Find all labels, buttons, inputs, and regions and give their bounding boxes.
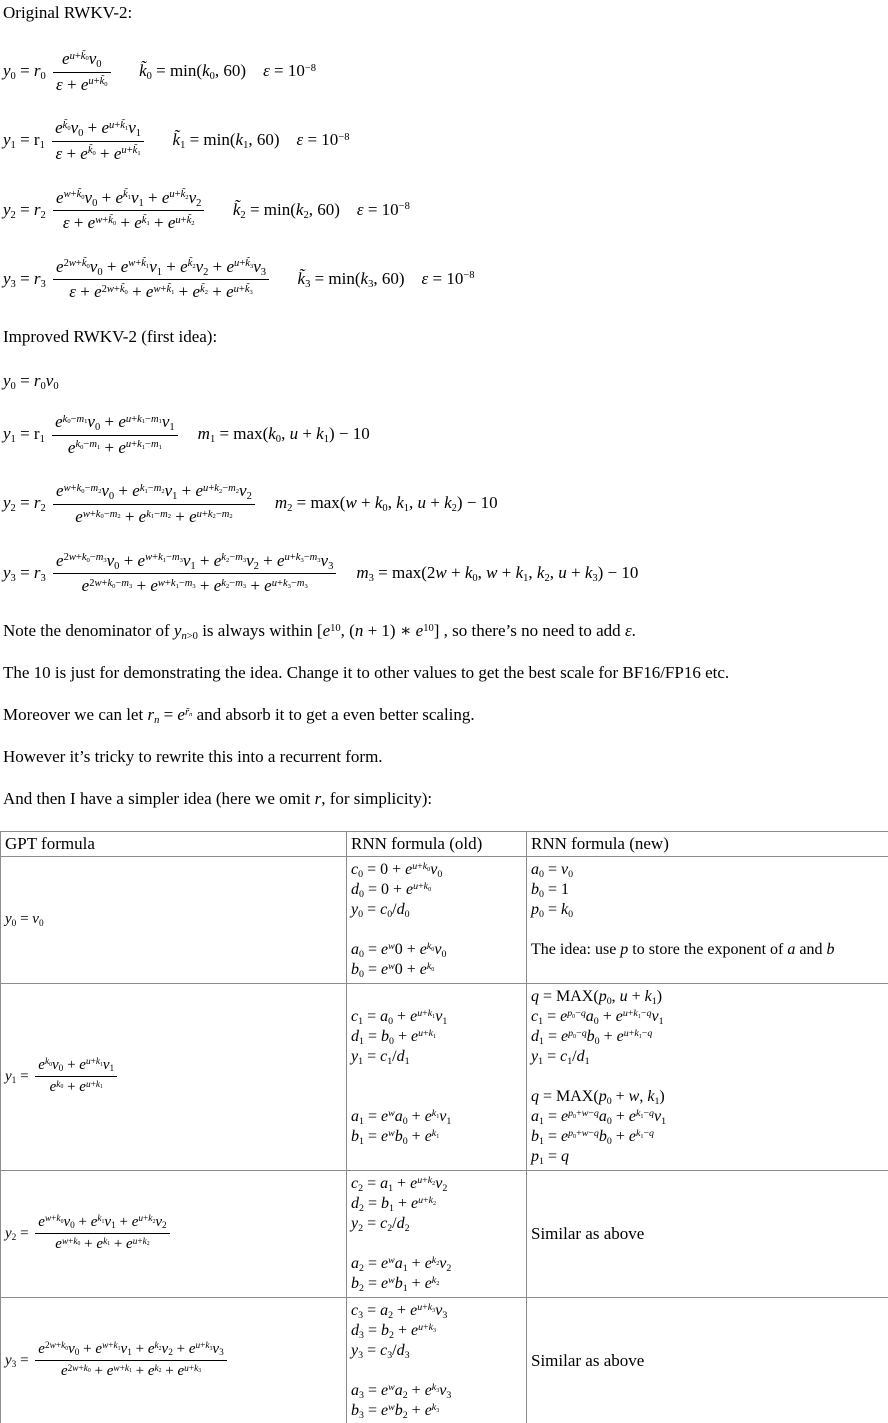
rnn-new-cell: $q = MAX(p_0$, $u + k_1$) $c_1 = e^{p_0-q}a_0 + e^{u+k_1-q}v_1$ $d_1 = e^{p_0-q}b_0 + e^{u+k_1-q}$ $y_1 = c_1/d_1$ $q = MAX(p_0 + w$, $k_1$) $a_1 = e^{p_0+w-q}a_0 + e^{k_1-q}v_1$ $b_1 = e^{p_0+w-q}b_0 + e^{k_1-q}$ $p_1 = q$ (527, 983, 888, 1170)
table-body (1, 856, 888, 1423)
note-paragraph: Moreover we can let $r_n = e^{r̃_n}$ and absorb it to get a even better scaling. (3, 704, 475, 726)
rnn-new-cell: $a_0 = v_0$ $b_0 = 1$ $p_0 = k_0$ The idea: use p to store the exponent of a and b (527, 856, 888, 983)
original-formulas (0, 47, 888, 305)
table-row (1, 1170, 888, 1297)
section-heading-original: Original RWKV-2: (3, 3, 133, 22)
rnn-old-cell: $c_3 = a_2 + e^{u+k_3}v_3$ $d_3 = b_2 + e^{u+k_3}$ $y_3 = c_3/d_3$ $a_3 = e^wa_2 + e^{k_3}v_3$ $b_3 = e^wb_2 + e^{k_3}$ (347, 1297, 527, 1423)
table-header-row (1, 831, 888, 856)
note-paragraph: The 10 is just for demonstrating the idea. Change it to other values to get the best scale for BF16/FP16 etc. (3, 662, 730, 682)
formula-line: $y_3 = r_3$ $\frac{e^{2w+k̃_0}v_0 + e^{w+k̃_1}v_1 + e^{k̃_2}v_2 + e^{u+k̃_3}v_3}{\varepsilon + e^{2w+k̃_0} + e^{w+k̃_1} + e^{k̃_2} + e^{u+k̃_3}}$ $k̃_3 = \min(k_3$, 60) $\varepsilon = 10^{-8}$ (0, 255, 888, 305)
formula-line: $y_1 = r_1$ $\frac{e^{k̃_0}v_0 + e^{u+k̃_1}v_1}{\varepsilon + e^{k̃_0} + e^{u+k̃_1}}$ $k̃_1 = \min(k_1$, 60) $\varepsilon = 10^{-8}$ (0, 116, 888, 166)
gpt-formula-cell: $y_2$ = $\frac{e^{w+k_0}v_0 + e^{k_1}v_1 + e^{u+k_2}v_2}{e^{w+k_0} + e^{k_1} + e^{u+k_2}}$ (1, 1170, 347, 1297)
formula-line: $y_0 = r_0$ $\frac{e^{u+k̃_0}v_0}{\varepsilon + e^{u+k̃_0}}$ $k̃_0 = \min(k_0$, 60) $\varepsilon = 10^{-8}$ (0, 47, 888, 97)
note-paragraph: And then I have a simpler idea (here we omit r, for simplicity): (3, 788, 433, 808)
table-row (1, 983, 888, 1170)
rnn-new-cell: Similar as above (527, 1170, 888, 1297)
gpt-formula-cell: $y_3$ = $\frac{e^{2w+k_0}v_0 + e^{w+k_1}v_1 + e^{k_2}v_2 + e^{u+k_3}v_3}{e^{2w+k_0} + e^{w+k_1} + e^{k_2} + e^{u+k_3}}$ (1, 1297, 347, 1423)
formula-line: $y_3 = r_3$ $\frac{e^{2w+k_0-m_3}v_0 + e^{w+k_1-m_3}v_1 + e^{k_2-m_3}v_2 + e^{u+k_3-m_3}v_3}{e^{2w+k_0-m_3} + e^{w+k_1-m_3} + e^{k_2-m_3} + e^{u+k_3-m_3}}$ $m_3 = \max(2w + k_0$, $w + k_1$, $k_2$, $u + k_3) - 10$ (0, 549, 888, 599)
table-row (1, 1297, 888, 1423)
rnn-new-cell: Similar as above (527, 1297, 888, 1423)
table-row (1, 856, 888, 983)
formula-line: $y_2 = r_2$ $\frac{e^{w+k_0-m_2}v_0 + e^{k_1-m_2}v_1 + e^{u+k_2-m_2}v_2}{e^{w+k_0-m_2} + e^{k_1-m_2} + e^{u+k_2-m_2}}$ $m_2 = \max(w + k_0$, $k_1$, $u + k_2) - 10$ (0, 479, 888, 529)
formula-line: $y_1 = r_1$ $\frac{e^{k_0-m_1}v_0 + e^{u+k_1-m_1}v_1}{e^{k_0-m_1} + e^{u+k_1-m_1}}$ $m_1 = \max(k_0$, $u + k_1) - 10$ (0, 410, 888, 460)
formula-line: $y_0 = r_0v_0$ (3, 371, 59, 393)
gpt-formula-cell: $y_0 = v_0$ (1, 856, 347, 983)
section-heading-improved: Improved RWKV-2 (first idea): (3, 327, 218, 347)
gpt-formula-cell: $y_1$ = $\frac{e^{k_0}v_0 + e^{u+k_1}v_1}{e^{k_0} + e^{u+k_1}}$ (1, 983, 347, 1170)
notes (0, 621, 888, 809)
formula-line: $y_2 = r_2$ $\frac{e^{w+k̃_0}v_0 + e^{k̃_1}v_1 + e^{u+k̃_2}v_2}{\varepsilon + e^{w+k̃_0} + e^{k̃_1} + e^{u+k̃_2}}$ $k̃_2 = \min(k_2$, 60) $\varepsilon = 10^{-8}$ (0, 186, 888, 236)
column-header: GPT formula (1, 831, 347, 856)
column-header: RNN formula (old) (347, 831, 527, 856)
column-header: RNN formula (new) (527, 831, 888, 856)
note-paragraph: Note the denominator of $y_{n>0}$ is always within [$e^{10}$, (n + 1) ∗ $e^{10}$] , so there’s no need to add ε. (3, 620, 636, 642)
note-paragraph: However it’s tricky to rewrite this into a recurrent form. (3, 746, 383, 766)
rnn-old-cell: $c_0 = 0 + e^{u+k_0}v_0$ $d_0 = 0 + e^{u+k_0}$ $y_0 = c_0/d_0$ $a_0 = e^w0 + e^{k_0}v_0$ $b_0 = e^w0 + e^{k_0}$ (347, 856, 527, 983)
rnn-old-cell: $c_2 = a_1 + e^{u+k_2}v_2$ $d_2 = b_1 + e^{u+k_2}$ $y_2 = c_2/d_2$ $a_2 = e^wa_1 + e^{k_2}v_2$ $b_2 = e^wb_1 + e^{k_2}$ (347, 1170, 527, 1297)
rnn-old-cell: $c_1 = a_0 + e^{u+k_1}v_1$ $d_1 = b_0 + e^{u+k_1}$ $y_1 = c_1/d_1$ $a_1 = e^wa_0 + e^{k_1}v_1$ $b_1 = e^wb_0 + e^{k_1}$ (347, 983, 527, 1170)
formula-table (0, 831, 888, 1423)
improved-formulas (0, 371, 888, 599)
